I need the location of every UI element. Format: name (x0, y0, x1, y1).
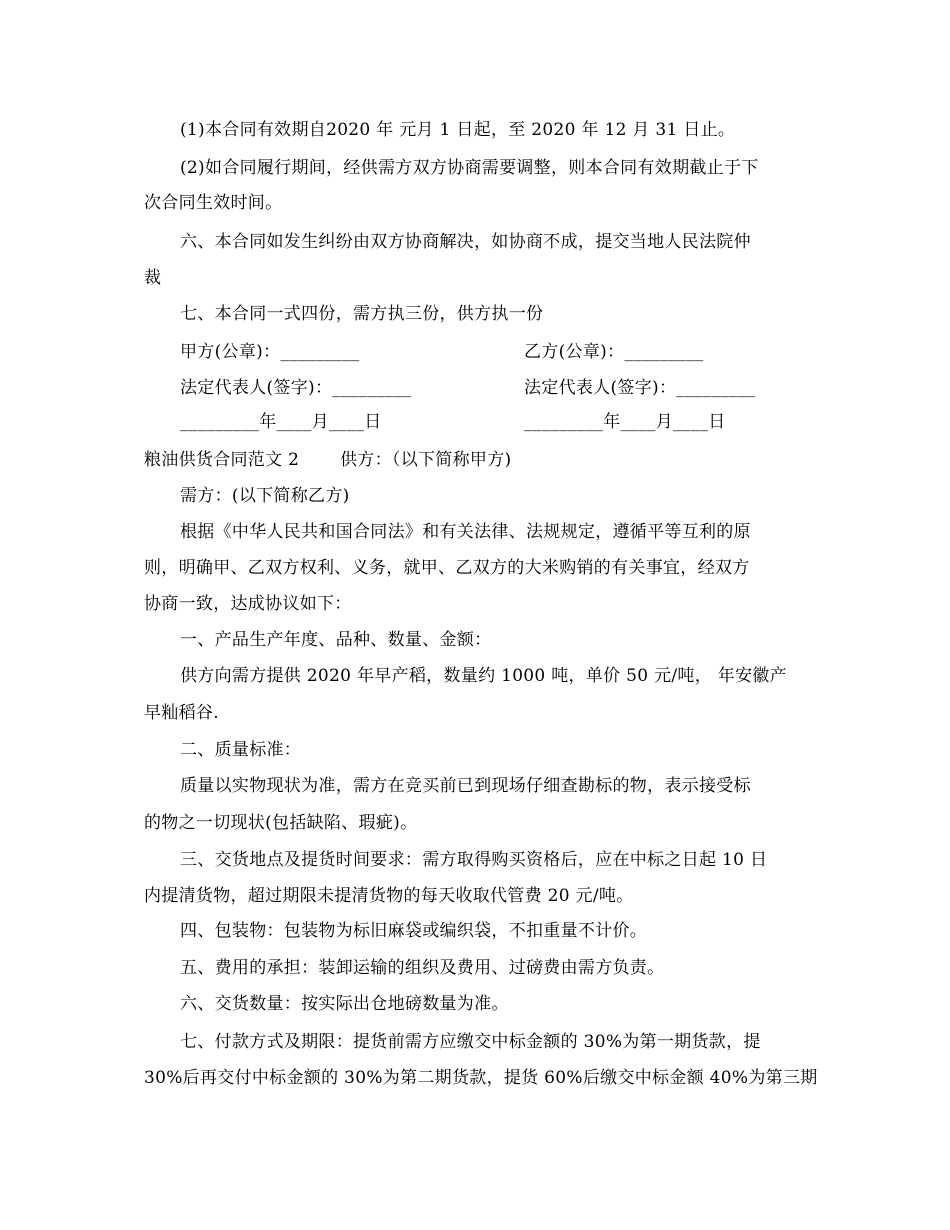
intro-line-3: 协商一致，达成协议如下： (144, 594, 352, 614)
section-7-line-1: 七、付款方式及期限：提货前需方应缴交中标金额的 30%为第一期货款，提 (180, 1032, 761, 1052)
intro-line-1: 根据《中华人民共和国合同法》和有关法律、法规规定，遵循平等互利的原 (180, 522, 751, 542)
section-1-heading: 一、产品生产年度、品种、数量、金额： (180, 630, 492, 650)
party-b-date: _________年____月____日 (524, 412, 726, 432)
term-2-line-1: (2)如合同履行期间，经供需方双方协商需要调整，则本合同有效期截止于下 (180, 158, 759, 178)
clause-6-line-2: 裁 (144, 268, 162, 288)
section-5: 五、费用的承担：装卸运输的组织及费用、过磅费由需方负责。 (180, 958, 665, 978)
section-3-line-1: 三、交货地点及提货时间要求：需方取得购买资格后，应在中标之日起 10 日 (180, 850, 768, 870)
term-1: (1)本合同有效期自2020 年 元月 1 日起，至 2020 年 12 月 31 日止。 (180, 120, 736, 140)
party-a-representative: 法定代表人(签字)：_________ (180, 378, 412, 398)
intro-line-2: 则，明确甲、乙双方权利、义务，就甲、乙双方的大米购销的有关事宜，经双方 (144, 558, 750, 578)
section-6: 六、交货数量：按实际出仓地磅数量为准。 (180, 994, 509, 1014)
party-b-seal: 乙方(公章)：_________ (524, 342, 704, 362)
term-2-line-2: 次合同生效时间。 (144, 193, 283, 213)
section-2-line-2: 的物之一切现状(包括缺陷、瑕疵)。 (144, 813, 418, 833)
section-3-line-2: 内提清货物，超过期限未提清货物的每天收取代管费 20 元/吨。 (144, 886, 634, 906)
section-2-heading: 二、质量标准： (180, 740, 302, 760)
section-2-line-1: 质量以实物现状为准，需方在竞买前已到现场仔细查勘标的物，表示接受标 (180, 776, 751, 796)
supplier-label: 供方：（以下简称甲方) (340, 450, 512, 470)
party-a-date: _________年____月____日 (180, 412, 382, 432)
template-2-title: 粮油供货合同范文 2 (144, 450, 300, 470)
party-b-representative: 法定代表人(签字)：_________ (524, 378, 756, 398)
clause-6-line-1: 六、本合同如发生纠纷由双方协商解决，如协商不成，提交当地人民法院仲 (180, 232, 751, 252)
party-a-seal: 甲方(公章)：_________ (180, 342, 360, 362)
section-1-line-1: 供方向需方提供 2020 年早产稻，数量约 1000 吨，单价 50 元/吨， 年安徽产 (180, 666, 787, 686)
clause-7: 七、本合同一式四份，需方执三份，供方执一份 (180, 304, 544, 324)
section-7-line-2: 30%后再交付中标金额的 30%为第二期货款，提货 60%后缴交中标金额 40%为第三期 (144, 1068, 818, 1088)
section-4: 四、包装物：包装物为标旧麻袋或编织袋，不扣重量不计价。 (180, 921, 648, 941)
section-1-line-2: 早籼稻谷. (144, 703, 219, 723)
buyer-label: 需方：(以下简称乙方) (180, 486, 350, 506)
